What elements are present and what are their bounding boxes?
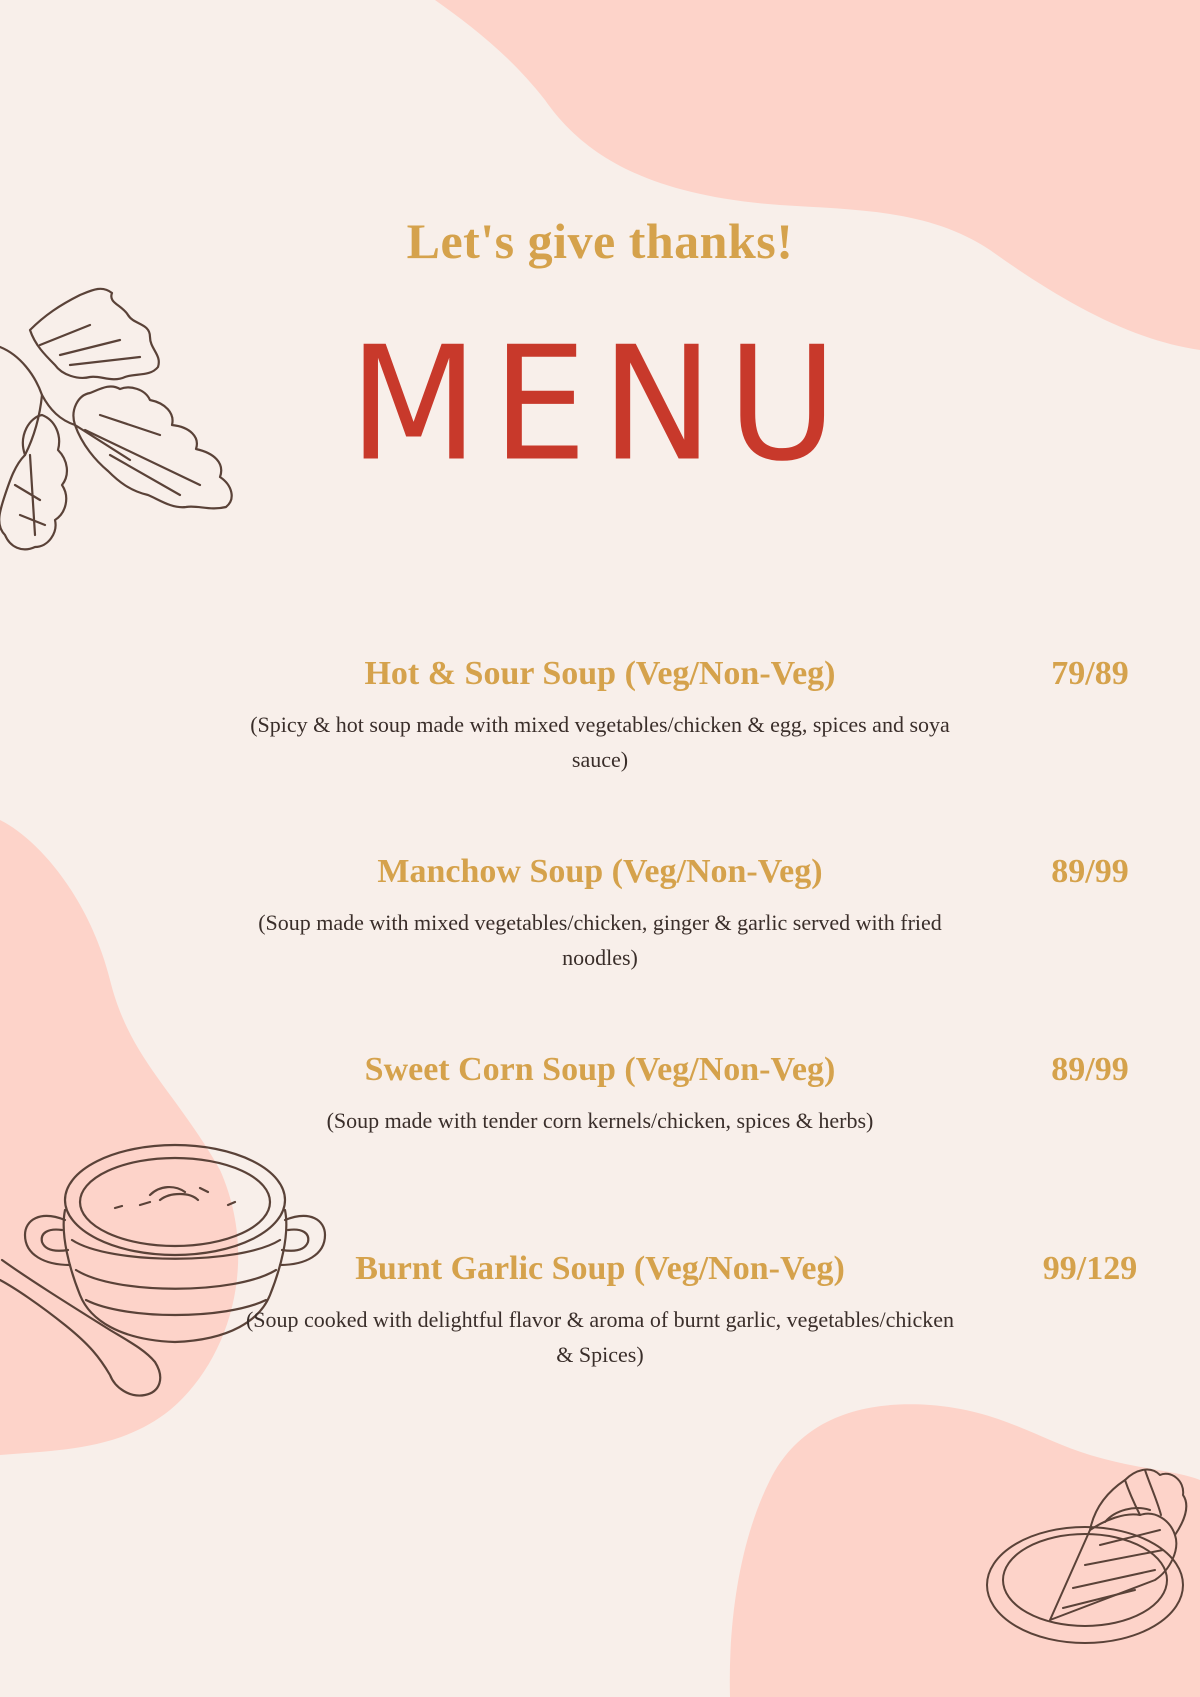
item-price: 99/129: [1042, 1250, 1138, 1287]
menu-tagline: Let's give thanks!: [406, 213, 794, 269]
item-description: (Soup made with mixed vegetables/chicken, ginger & garlic served with fried noodles): [258, 910, 942, 970]
item-name: Burnt Garlic Soup (Veg/Non-Veg): [355, 1250, 845, 1287]
menu-title: MENU: [348, 313, 852, 497]
item-description: (Soup cooked with delightful flavor & aroma of burnt garlic, vegetables/chicken & Spices): [245, 1307, 955, 1367]
item-description: (Spicy & hot soup made with mixed vegetables/chicken & egg, spices and soya sauce): [250, 712, 950, 772]
item-price: 89/99: [1051, 853, 1129, 890]
item-name: Manchow Soup (Veg/Non-Veg): [377, 853, 823, 890]
item-price: 89/99: [1051, 1051, 1129, 1088]
item-price: 79/89: [1051, 655, 1129, 692]
top-right-blob: [435, 0, 1200, 350]
item-name: Hot & Sour Soup (Veg/Non-Veg): [364, 655, 836, 692]
item-name: Sweet Corn Soup (Veg/Non-Veg): [364, 1051, 836, 1088]
item-description: (Soup made with tender corn kernels/chicken, spices & herbs): [326, 1108, 874, 1133]
pie-slice-icon: [985, 1450, 1200, 1655]
